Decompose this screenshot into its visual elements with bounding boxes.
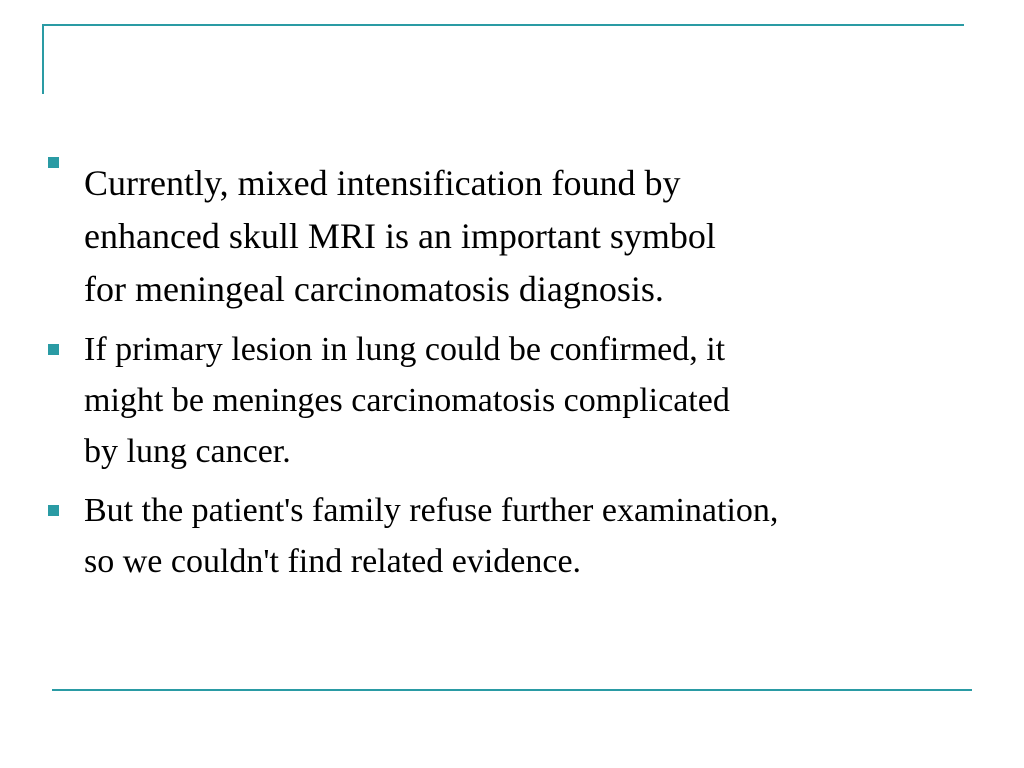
square-bullet-icon — [48, 157, 59, 168]
square-bullet-icon — [48, 505, 59, 516]
bullet-text: But the patient's family refuse further examination, so we couldn't find related evidence. — [84, 492, 779, 580]
bullet-item — [44, 324, 974, 477]
bullet-item — [44, 485, 974, 587]
bullet-item — [44, 157, 974, 316]
slide-content — [44, 157, 974, 595]
frame-bottom-line — [52, 689, 972, 691]
square-bullet-icon — [48, 344, 59, 355]
bullet-text: Currently, mixed intensification found by enhanced skull MRI is an important symbol for meningeal carcinomatosis diagnosis. — [84, 163, 716, 309]
frame-top-line — [42, 24, 964, 26]
bullet-text: If primary lesion in lung could be confirmed, it might be meninges carcinomatosis complicated by lung cancer. — [84, 331, 730, 470]
frame-left-line — [42, 24, 44, 94]
